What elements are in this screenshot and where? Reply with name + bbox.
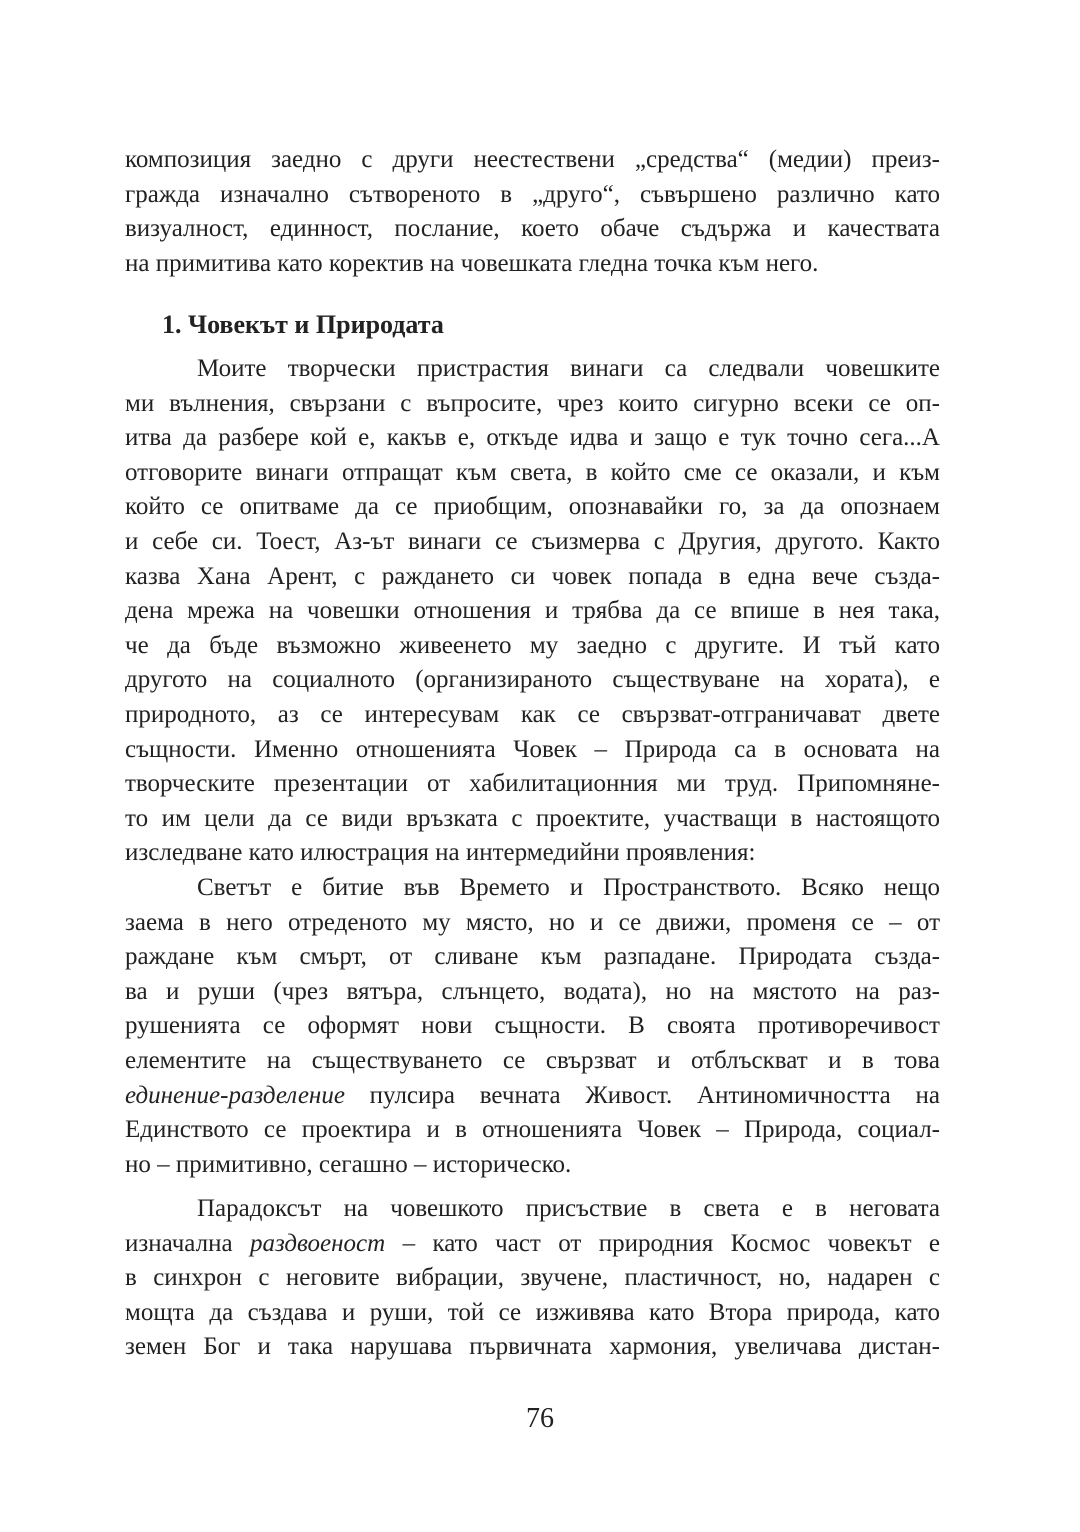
text-line: елементите на съществуването се свързват и отблъскват и в това: [125, 1046, 940, 1074]
text-line: визуалност, единност, послание, което обаче съдържа и качествата: [125, 215, 940, 243]
text-line: че да бъде възможно живеенето му заедно с другите. И тъй като: [125, 631, 940, 659]
text-line: дена мрежа на човешки отношения и трябва да се впише в нея така,: [125, 597, 940, 625]
text-line: творческите презентации от хабилитационния ми труд. Припомняне-: [125, 770, 940, 798]
text-line: то им цели да се види връзката с проектите, участващи в настоящото: [125, 804, 940, 832]
text-line: гражда изначално сътвореното в „друго“, съвършено различно като: [125, 180, 940, 208]
body-paragraph-2: [125, 871, 940, 1182]
text-line: заема в него отреденото му място, но и се движи, променя се – от: [125, 908, 940, 936]
text-line: рушенията се оформят нови същности. В своята противоречивост: [125, 1012, 940, 1040]
text-line: Парадоксът на човешкото присъствие в света е в неговата: [197, 1195, 940, 1222]
text-line: другото на социалното (организираното съществуване на хората), е: [125, 666, 940, 694]
text-line: Моите творчески пристрастия винаги са следвали човешките: [197, 355, 940, 382]
text-line: природното, аз се интересувам как се свързват-отграничават двете: [125, 700, 940, 728]
text-line: и себе си. Тоест, Аз-ът винаги се съизмерва с Другия, другото. Както: [125, 527, 940, 555]
text-line: Светът е битие във Времето и Пространството. Всяко нещо: [197, 874, 940, 901]
text-line: в синхрон с неговите вибрации, звучене, пластичност, но, надарен с: [125, 1264, 940, 1292]
text-line: същности. Именно отношенията Човек – Природа са в основата на: [125, 735, 940, 763]
text-line: [125, 1079, 940, 1114]
text-line: на примитива като коректив на човешката гледна точка към него.: [125, 249, 819, 277]
text-line: земен Бог и така нарушава първичната хармония, увеличава дистан-: [125, 1333, 940, 1361]
text-line: [125, 1227, 940, 1262]
text-span: пулсира вечната Живост. Антиномичността на: [344, 1081, 940, 1109]
text-line: който се опитваме да се приобщим, опознавайки го, за да опознаем: [125, 493, 940, 521]
page-number: 76: [526, 1403, 554, 1434]
text-line: раждане към смърт, от сливане към разпадане. Природата създа-: [125, 943, 940, 971]
text-line: композиция заедно с други неестествени „средства“ (медии) преиз-: [125, 146, 940, 173]
text-span: изначална: [125, 1229, 250, 1257]
text-line: Единството се проектира и в отношенията Човек – Природа, социал-: [125, 1116, 940, 1144]
body-paragraph-3: [125, 1192, 940, 1365]
intro-paragraph: [125, 143, 940, 281]
text-line: изследване като илюстрация на интермедийни проявления:: [125, 839, 756, 867]
body-paragraph-1: [125, 352, 940, 871]
section-heading: 1. Човекът и Природата: [162, 310, 444, 339]
text-line: ва и руши (чрез вятъра, слънцето, водата), но на мястото на раз-: [125, 977, 940, 1005]
text-line: итва да разбере кой е, какъв е, откъде идва и защо е тук точно сега...А: [125, 424, 940, 452]
italic-phrase: единение-разделение: [125, 1081, 345, 1109]
text-line: ми вълнения, свързани с въпросите, чрез които сигурно всеки се оп-: [125, 389, 940, 417]
italic-phrase: раздвоеност: [249, 1229, 386, 1257]
text-line: казва Хана Арент, с раждането си човек попада в една вече създа-: [125, 562, 940, 590]
text-line: но – примитивно, сегашно – историческо.: [125, 1150, 572, 1178]
text-span: – като част от природния Космос човекът е: [385, 1229, 940, 1257]
text-line: отговорите винаги отпращат към света, в който сме се оказали, и към: [125, 458, 940, 486]
text-line: мощта да създава и руши, той се изживява като Втора природа, като: [125, 1298, 940, 1326]
